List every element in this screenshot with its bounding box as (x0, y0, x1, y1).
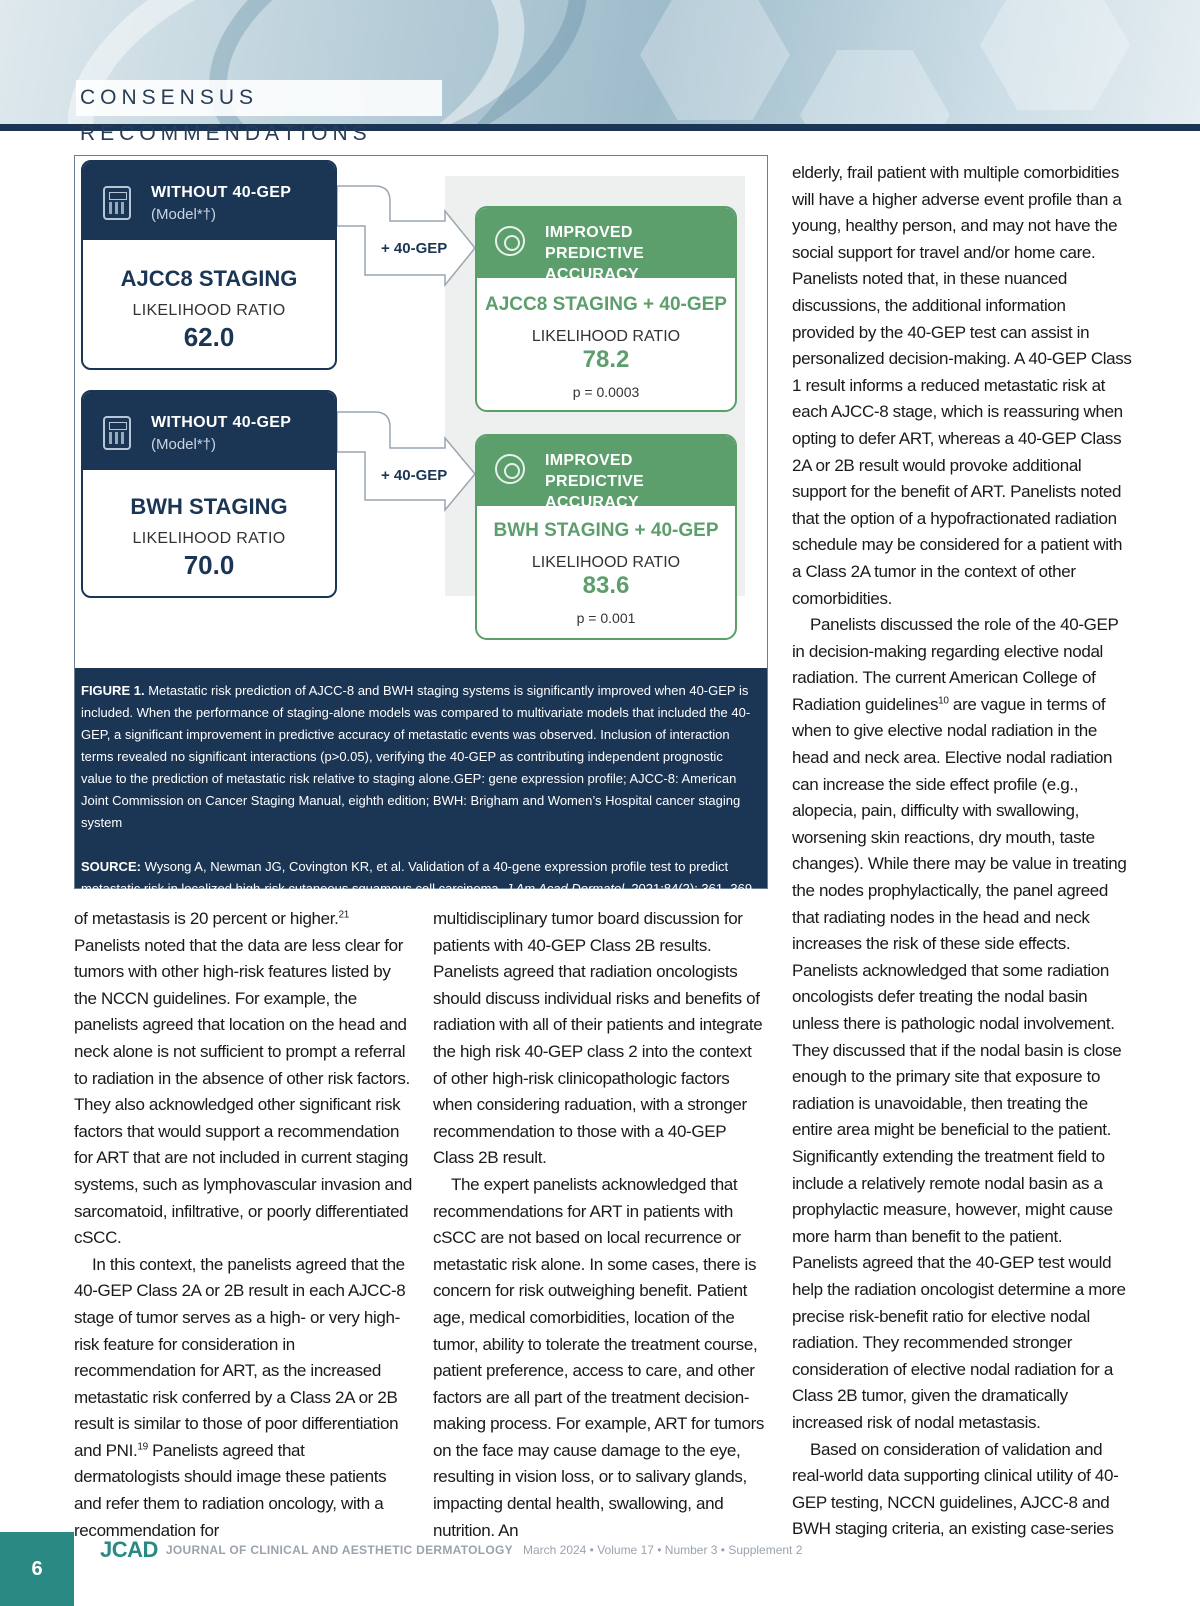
calculator-icon (103, 416, 131, 450)
connector-arrow-2 (337, 412, 475, 510)
arrow-label-1: + 40-GEP (381, 240, 448, 257)
reference-marker: 21 (338, 909, 349, 921)
paragraph: Based on consideration of validation and real-world data supporting clinical utility of 40-GEP testing, NCCN guidelines, AJCC-8 and BWH staging criteria, an existing case-series (792, 1439, 1119, 1539)
stage-label: AJCC8 STAGING (120, 266, 298, 291)
improved-accuracy-label (545, 222, 735, 285)
lr-label: LIKELIHOOD RATIO (132, 530, 286, 547)
card-header (477, 208, 735, 283)
stage-label: BWH STAGING (130, 494, 288, 519)
source-tail: 2021;84(2): 361–369. (627, 881, 756, 896)
paragraph (74, 1252, 412, 1545)
source-text: Wysong A, Newman JG, Covington KR, et al. Validation of a 40-gene expression profile test to predict metastatic risk in localized high-risk cutaneous squamous cell carcinoma. (81, 859, 729, 896)
text-run: In this context, the panelists agreed that the 40-GEP Class 2A or 2B result in each AJCC-8 stage of tumor serves as a high- or very high-risk feature for consideration in recommendation for ART, as the increased metastatic risk conferred by a Class 2A or 2B result is similar to those of poor differentiation and PNI. (74, 1254, 406, 1460)
combined-lr-label: LIKELIHOOD RATIO (531, 328, 681, 345)
body-column-2 (433, 906, 769, 1544)
paragraph (74, 906, 412, 1252)
issue-info: March 2024 • Volume 17 • Number 3 • Supplement 2 (522, 1543, 803, 1557)
text-run: Panelists discussed the role of the 40-GEP in decision-making regarding elective nodal radiation. The current American College of Radiation guidelines (792, 615, 1119, 714)
card-header (83, 162, 335, 240)
source-label: SOURCE: (81, 859, 141, 874)
hexagon-graphic (640, 0, 790, 120)
improved-accuracy-label (545, 450, 735, 513)
body-column-3 (792, 160, 1132, 1543)
section-label: CONSENSUS RECOMMENDATIONS (76, 80, 442, 116)
lr-label: LIKELIHOOD RATIO (132, 302, 286, 319)
combined-stage-label: AJCC8 STAGING + 40-GEP (485, 294, 727, 315)
arrow-label-2: + 40-GEP (381, 467, 448, 484)
reference-marker: 10 (938, 695, 949, 707)
improved-label-line-1: IMPROVED PREDICTIVE (545, 452, 645, 490)
improved-label-line-2: ACCURACY (545, 494, 639, 511)
journal-name: JOURNAL OF CLINICAL AND AESTHETIC DERMATOLOGY (165, 1543, 513, 1557)
footer-journal-line (100, 1537, 802, 1563)
connector-arrow-1 (337, 186, 475, 285)
card-header (83, 392, 335, 470)
text-run: are vague in terms of when to give elective nodal radiation in the head and neck area. Elective nodal radiation can increase the side effect profile (e.g., alopecia, pain, difficulty with swallowing, worsening skin reactions, dry mouth, taste changes). While there may be value in treating the nodes prophylactically, the panel agreed that radiating nodes in the head and neck increases the risk of these side effects. Panelists acknowledged that some radiation oncologists defer treating the nodal basin unless there is pathologic nodal involvement. They discussed that if the nodal basin is close enough to the primary site that exposure to radiation is unavoidable, then treating the entire area might be beneficial to the patient. Significantly extending the treatment field to include a relatively remote nodal basin as a prophylactic measure, however, might cause more harm than benefit to the patient. Panelists agreed that the 40-GEP test would help the radiation oncologist determine a more precise risk-benefit ratio for elective nodal radiation. They recommended stronger consideration of elective nodal radiation for a Class 2B tumor, given the dramatically increased risk of nodal metastasis. (792, 694, 1127, 1432)
reference-marker: 19 (137, 1441, 148, 1453)
bwh-staging-card (81, 390, 337, 598)
combined-stage-label: BWH STAGING + 40-GEP (493, 520, 719, 541)
lr-value: 62.0 (183, 322, 235, 352)
target-icon (495, 454, 525, 484)
paragraph: multidisciplinary tumor board discussion for patients with 40-GEP Class 2B results. Panelists agreed that radiation oncologists should discuss individual risks and benefits of radiation with all of their patients and integrate the high risk 40-GEP class 2 into the context of other high-risk clinicopathologic factors when considering raduation, with a stronger recommendation to those with a 40-GEP Class 2B result. (433, 909, 763, 1168)
combined-lr-value: 83.6 (582, 572, 630, 599)
paragraph: The expert panelists acknowledged that recommendations for ART in patients with cSCC are not based on local recurrence or metastatic risk alone. In some cases, there is concern for risk outweighing benefit. Patient age, medical comorbidities, location of the tumor, ability to tolerate the treatment course, patient preference, access to care, and other factors are all part of the treatment decision-making process. For example, ART for tumors on the face may cause damage to the eye, resulting in vision loss, or to salivary glands, impacting dental health, swallowing, and nutrition. An (433, 1174, 765, 1540)
figure-1 (74, 155, 768, 896)
without-gep-label: WITHOUT 40-GEP (151, 184, 292, 201)
body-column-1 (74, 906, 412, 1544)
source-journal: J Am Acad Dermatol. (505, 881, 628, 896)
card-header (477, 436, 735, 511)
ajcc8-staging-card (81, 160, 337, 370)
calculator-icon (103, 186, 131, 220)
text-run: Panelists noted that the data are less clear for tumors with other high-risk features listed by the NCCN guidelines. For example, the panelists agreed that location on the head and neck alone is not sufficient to prompt a referral to radiation in the absence of other risk factors. They also acknowledged other significant risk factors that would support a recommendation for ART that are not included in current staging systems, such as lymphovascular invasion and sarcomatoid, infiltrative, or poorly differentiated cSCC. (74, 935, 412, 1248)
model-label: (Model*†) (151, 206, 217, 223)
caption-source (81, 856, 757, 900)
ajcc8-combined-card (475, 206, 737, 412)
improved-label-line-1: IMPROVED PREDICTIVE (545, 224, 645, 262)
combined-lr-value: 78.2 (582, 346, 630, 373)
figure-caption (75, 668, 767, 896)
improved-label-line-2: ACCURACY (545, 266, 639, 283)
combined-lr-label: LIKELIHOOD RATIO (531, 554, 681, 571)
caption-body: Metastatic risk prediction of AJCC-8 and BWH staging systems is significantly improved when 40-GEP is included. When the performance of staging-alone models was compared to multivariate models that included the 40-GEP, a significant improvement in predictive accuracy of metastatic events was observed. Inclusion of interaction terms revealed no significant interactions (p>0.05), verifying the 40-GEP as contributing independent prognostic value to the prediction of metastatic risk relative to staging alone.GEP: gene expression profile; AJCC-8: American Joint Commission on Cancer Staging Manual, eighth edition; BWH: Brigham and Women’s Hospital cancer staging system (81, 683, 751, 830)
paragraph (792, 612, 1132, 1436)
hexagon-graphic (800, 50, 950, 128)
bwh-combined-card (475, 434, 737, 640)
model-label: (Model*†) (151, 436, 217, 453)
hexagon-graphic (980, 0, 1130, 110)
text-run: of metastasis is 20 percent or higher. (74, 909, 339, 928)
paragraph: elderly, frail patient with multiple comorbidities will have a higher adverse event profile than a young, healthy person, and may not have the social support for travel and/or home care. Panelists noted that, in these nuanced discussions, the additional information provided by the 40-GEP test can assist in personalized decision-making. A 40-GEP Class 1 result informs a reduced metastatic risk at each AJCC-8 stage, which is reassuring when opting to defer ART, whereas a 40-GEP Class 2A or 2B result would provoke additional support for the benefit of ART. Panelists noted that the option of a hypofractionated radiation schedule may be considered for a patient with a Class 2A tumor in the context of other comorbidities. (792, 163, 1132, 608)
without-gep-label: WITHOUT 40-GEP (151, 414, 292, 431)
p-value: p = 0.0003 (572, 384, 640, 400)
caption-text (81, 680, 757, 834)
lr-value: 70.0 (183, 550, 235, 580)
journal-logo: JCAD (100, 1537, 158, 1562)
p-value: p = 0.001 (576, 610, 636, 626)
page-number: 6 (0, 1532, 74, 1606)
text-run: Panelists agreed that dermatologists should image these patients and refer them to radiation oncology, with a recommendation for (74, 1440, 387, 1540)
target-icon (495, 226, 525, 256)
figure-graphic (75, 156, 767, 668)
caption-label: FIGURE 1. (81, 683, 145, 698)
